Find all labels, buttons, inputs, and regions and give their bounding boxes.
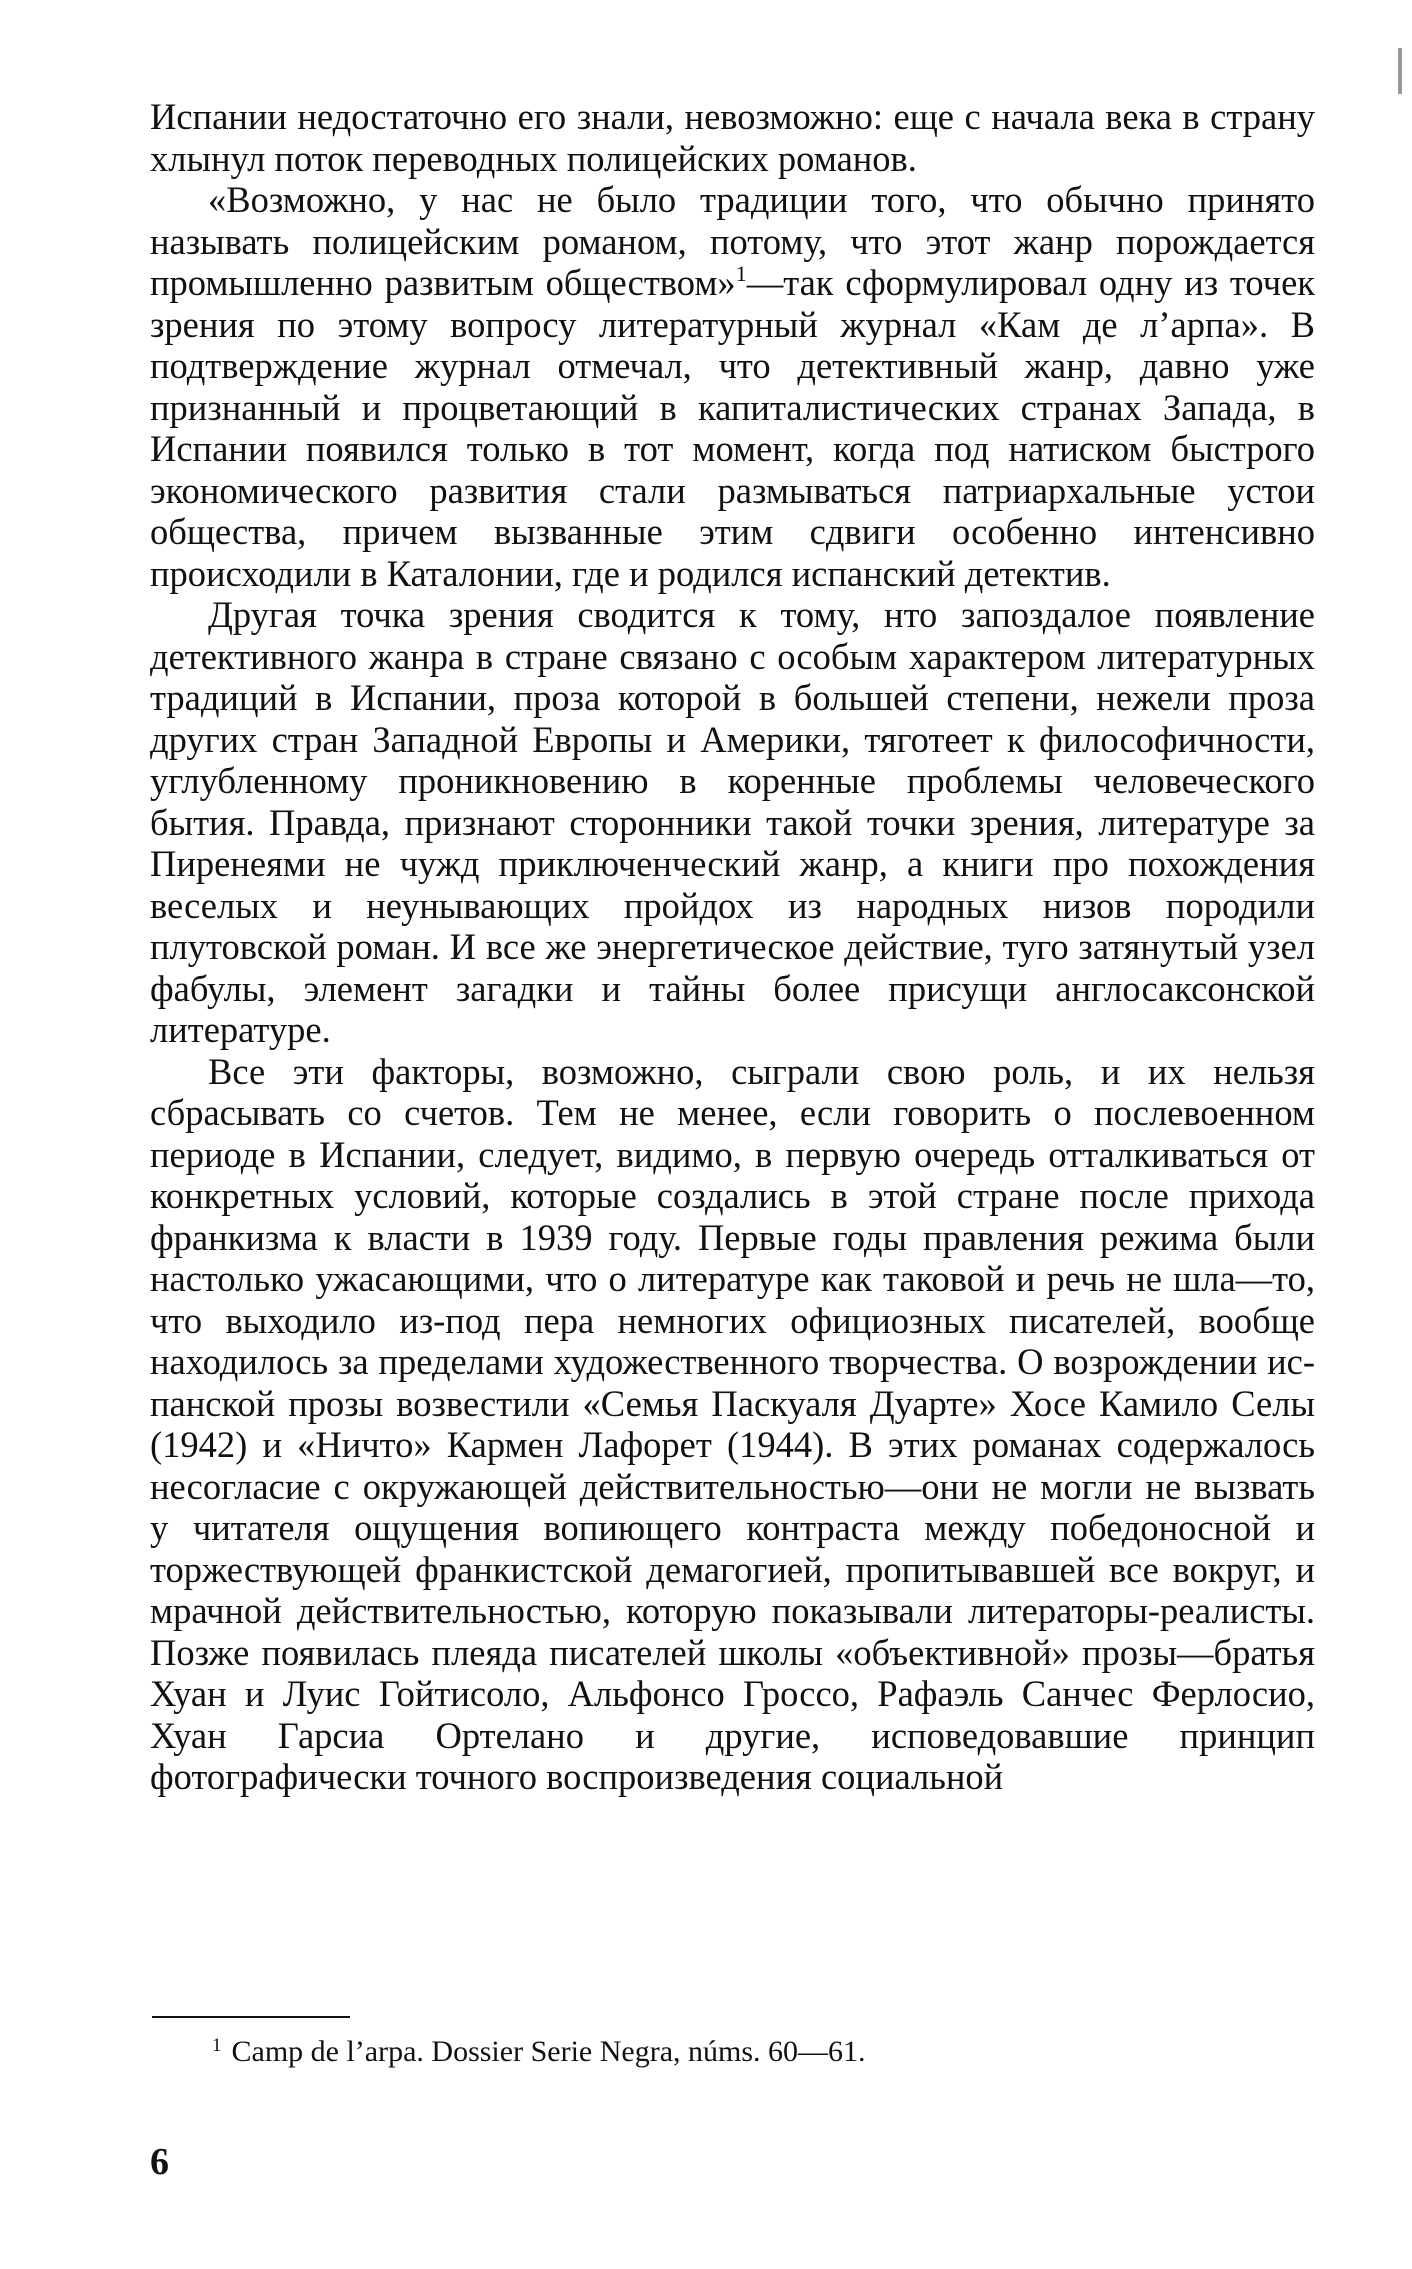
- page-number: 6: [150, 2141, 169, 2183]
- footnote-divider: [152, 2016, 350, 2018]
- scan-edge-mark: [1398, 48, 1402, 94]
- paragraph-1: Испании недостаточно его знали, невозможно: еще с начала века в страну хлынул поток переводных полицейских романов.: [150, 96, 1315, 179]
- paragraph-2-continuation: —так сформулировал одну из точек зрения по этому вопросу литературный журнал «Кам де л’арпа». В подтверждение журнал отмечал, что детективный жанр, давно уже признанный и процветающий в капиталистических странах Запада, в Испании появился только в тот момент, когда под натиском быстрого экономического развития стали размываться патриархальные устои общества, причем вызванные этим сдвиги особенно интенсивно происходили в Каталонии, где и родился испанский детектив.: [150, 262, 1315, 594]
- paragraph-4: Все эти факторы, возможно, сыграли свою роль, и их нельзя сбрасывать со счетов. Тем не менее, если говорить о послевоенном периоде в Испании, следует, видимо, в первую очередь отталкиваться от конкретных условий, которые создались в этой стране после прихода франкизма к власти в 1939 году. Первые годы правления режима были настолько ужасающими, что о литературе как таковой и речь не шла—то, что выходило из-под пера немногих официозных писателей, вообще находилось за пределами художественного творчества. О возрождении испанской прозы возвестили «Семья Паскуаля Дуарте» Хосе Камило Селы (1942) и «Ничто» Кармен Лафорет (1944). В этих романах содержалось несогласие с окружающей действительностью—они не могли не вызвать у читателя ощущения вопиющего контраста между победоносной и торжествующей франкистской демагогией, пропитывавшей все вокруг, и мрачной действительностью, которую показывали литераторы-реалисты. Позже появилась плеяда писателей школы «объективной» прозы—братья Хуан и Луис Гойтисоло, Альфонсо Гроссо, Рафаэль Санчес Ферлосио, Хуан Гарсиа Ортелано и другие, исповедовавшие принцип фотографически точного воспроизведения социальной: [150, 1050, 1315, 1797]
- paragraph-2: [150, 179, 1315, 594]
- footnote-marker: 1: [212, 2035, 222, 2056]
- footnote-text: Camp de l’arpa. Dossier Serie Negra, núms. 60—61.: [231, 2035, 866, 2068]
- paragraph-2-quote: «Возможно, у нас не было традиции того, что обычно принято называть полицейским романом, потому, что этот жанр порождается промышленно развитым обществом»: [150, 179, 1315, 303]
- footnote: [212, 2034, 1212, 2070]
- footnote-reference[interactable]: 1: [735, 261, 747, 286]
- paragraph-3: Другая точка зрения сводится к тому, нто запоздалое появление детективного жанра в стране связано с особым характером литературных традиций в Испании, проза которой в большей степени, нежели проза других стран Западной Европы и Америки, тяготеет к философичности, углубленному проникновению в коренные проблемы человеческого бытия. Правда, признают сторонники такой точки зрения, литературе за Пиренеями не чужд приключенческий жанр, а книги про похождения веселых и неунывающих пройдох из народных низов породили плутовской роман. И все же энергетическое действие, туго затянутый узел фабулы, элемент загадки и тайны более присущи англосаксонской литературе.: [150, 594, 1315, 1050]
- page-body: [150, 96, 1315, 1798]
